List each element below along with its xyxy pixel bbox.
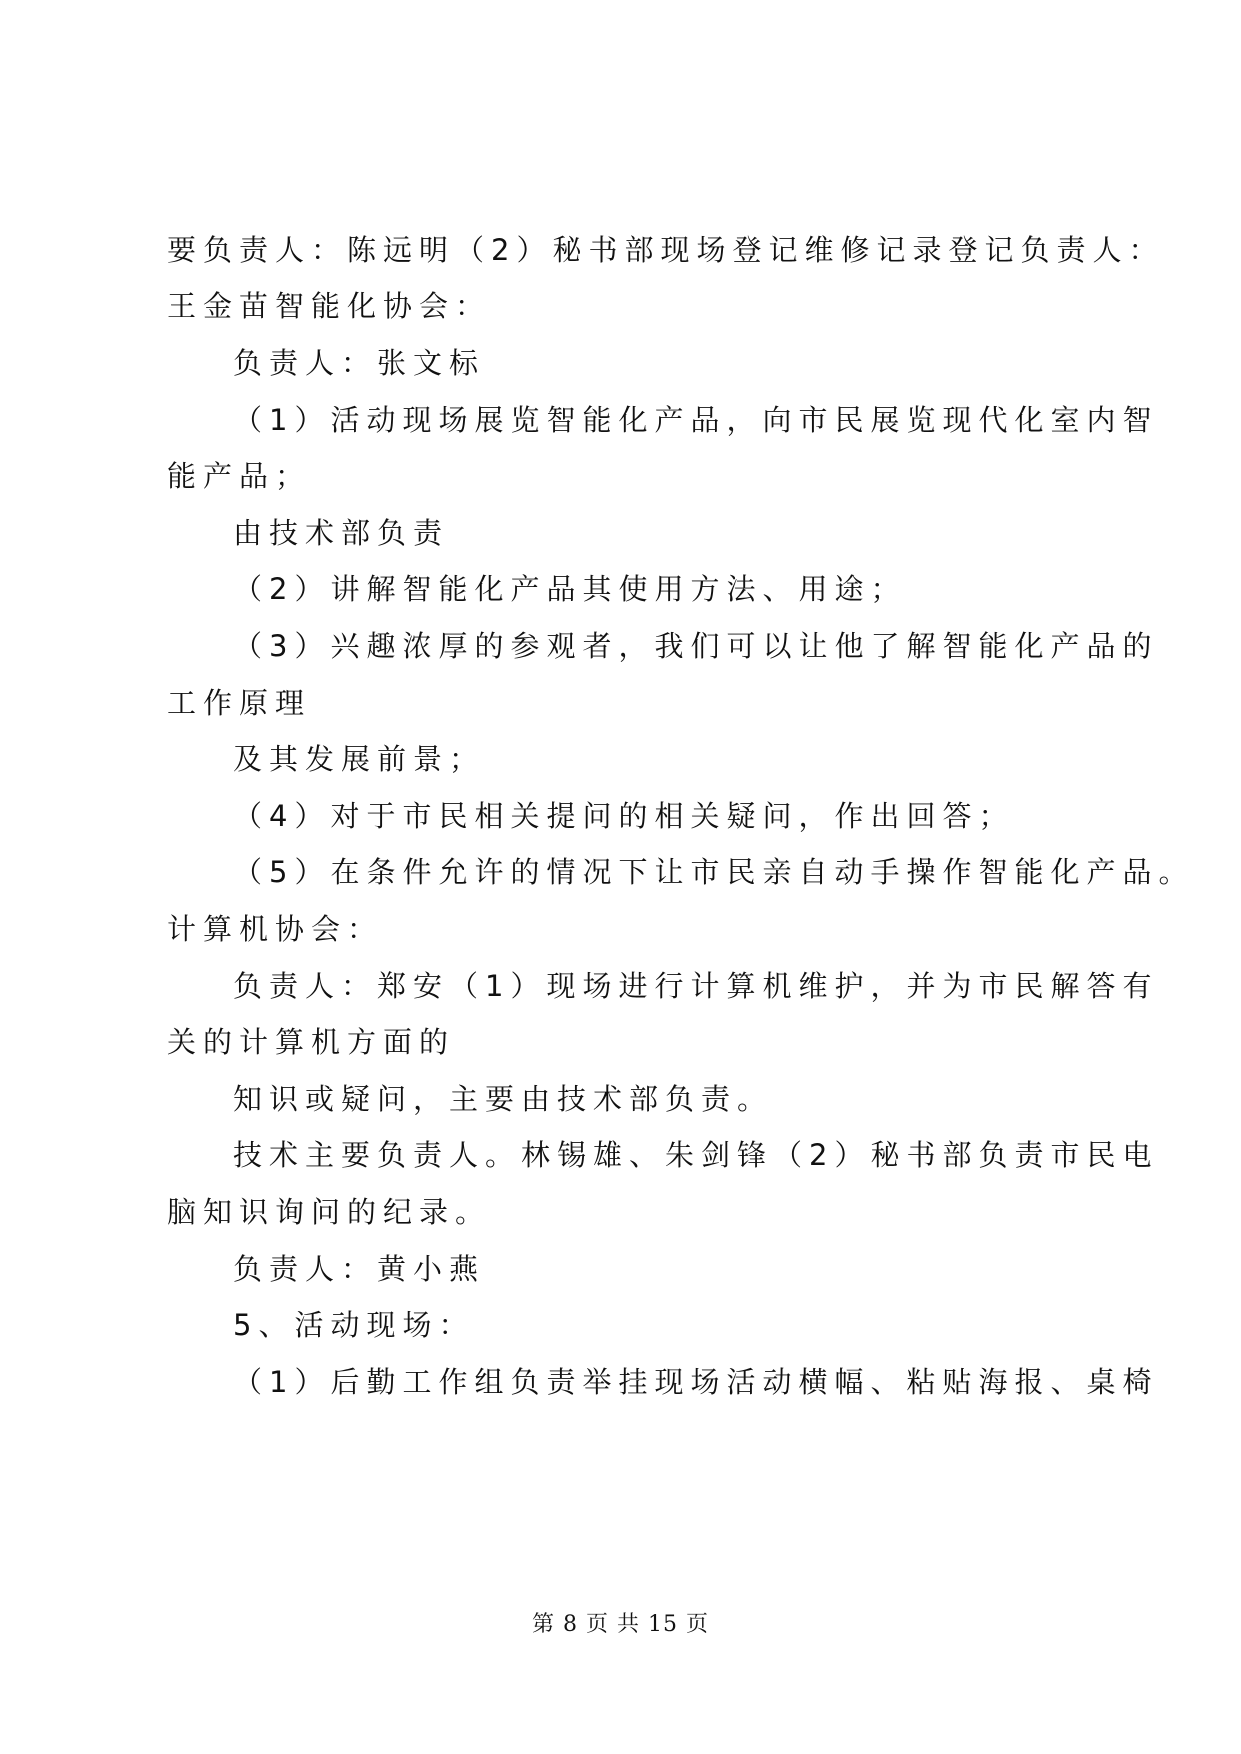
text-line: 负责人：黄小燕 <box>233 1252 486 1286</box>
text-line: 计算机协会： <box>167 912 384 946</box>
text-line: （2）讲解智能化产品其使用方法、用途； <box>233 572 907 606</box>
text-line: 要负责人：陈远明（2）秘书部现场登记维修记录登记负责人： <box>167 233 1165 267</box>
text-line: 及其发展前景； <box>233 742 486 776</box>
text-line: （1）活动现场展览智能化产品，向市民展览现代化室内智 <box>233 403 1159 437</box>
text-line: 负责人：张文标 <box>233 346 486 380</box>
text-line: （4）对于市民相关提问的相关疑问，作出回答； <box>233 799 1015 833</box>
text-line: 由技术部负责 <box>233 516 450 550</box>
text-line: 技术主要负责人。林锡雄、朱剑锋（2）秘书部负责市民电 <box>233 1138 1159 1172</box>
text-line: 知识或疑问，主要由技术部负责。 <box>233 1082 774 1116</box>
text-line: （3）兴趣浓厚的参观者，我们可以让他了解智能化产品的 <box>233 629 1159 663</box>
text-line: （1）后勤工作组负责举挂现场活动横幅、粘贴海报、桌椅 <box>233 1365 1159 1399</box>
text-line: 5、活动现场： <box>233 1308 475 1342</box>
text-line: 脑知识询问的纪录。 <box>167 1195 492 1229</box>
text-line: 工作原理 <box>167 686 312 720</box>
text-line: （5）在条件允许的情况下让市民亲自动手操作智能化产品。 <box>233 855 1195 889</box>
text-line: 王金苗智能化协会： <box>167 289 492 323</box>
text-line: 能产品； <box>167 459 312 493</box>
page-number-footer: 第 8 页 共 15 页 <box>532 1612 709 1637</box>
text-line: 关的计算机方面的 <box>167 1025 456 1059</box>
text-line: 负责人：郑安（1）现场进行计算机维护，并为市民解答有 <box>233 969 1159 1003</box>
